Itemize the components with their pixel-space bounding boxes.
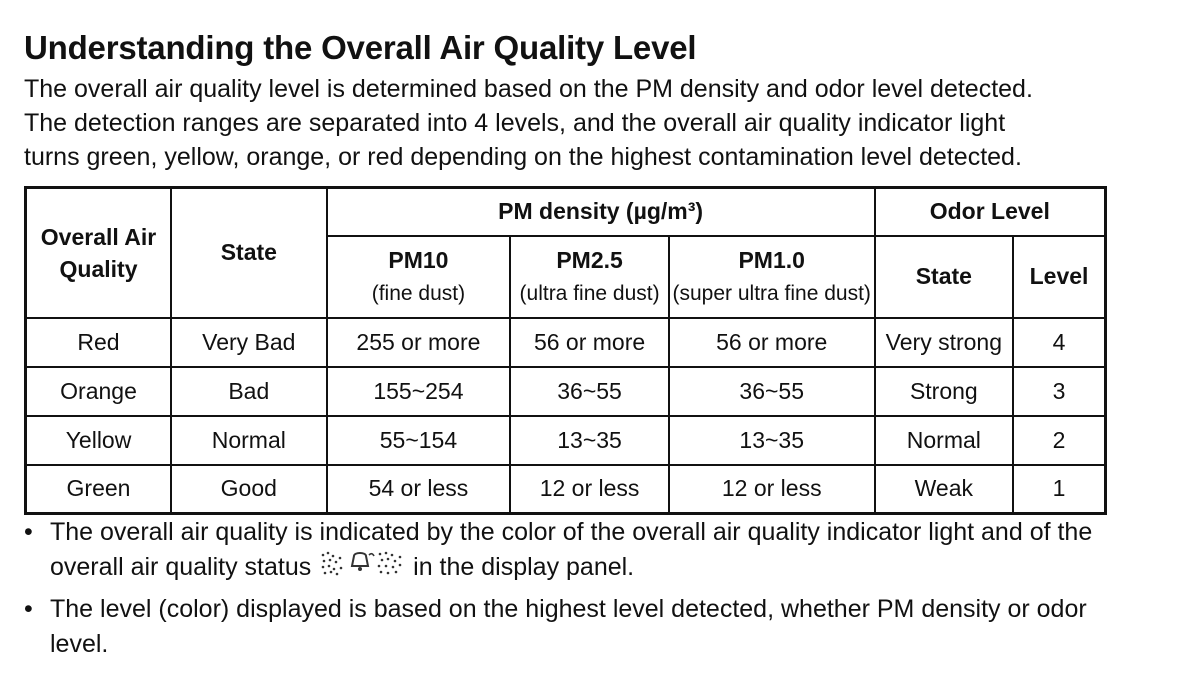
cell-pm1: 56 or more <box>669 318 875 367</box>
cell-odor-state: Weak <box>875 465 1014 514</box>
cell-odor-level: 2 <box>1013 416 1105 465</box>
cell-pm1: 12 or less <box>669 465 875 514</box>
notes-list <box>24 515 1144 668</box>
header-pm25 <box>510 236 669 318</box>
cell-pm25: 13~35 <box>510 416 669 465</box>
table-row <box>26 416 1106 465</box>
bullet-marker: • <box>24 595 33 624</box>
cell-quality: Green <box>26 465 172 514</box>
list-item <box>24 515 1144 586</box>
intro-line: The detection ranges are separated into 4 levels, and the overall air quality indicator light <box>24 109 1006 137</box>
cell-odor-level: 4 <box>1013 318 1105 367</box>
note-text-after-icon: in the display panel. <box>413 553 635 581</box>
cell-quality: Red <box>26 318 172 367</box>
air-quality-status-icon <box>320 550 404 586</box>
cell-pm25: 36~55 <box>510 367 669 416</box>
header-overall-quality <box>26 188 172 318</box>
cell-odor-state: Strong <box>875 367 1014 416</box>
cell-odor-state: Very strong <box>875 318 1014 367</box>
cell-odor-level: 3 <box>1013 367 1105 416</box>
note-text: The level (color) displayed is based on the highest level detected, whether PM density or odor level. <box>50 595 1087 659</box>
table-row <box>26 465 1106 514</box>
header-odor-level-num: Level <box>1013 236 1105 318</box>
pm25-label: PM2.5 <box>556 247 623 273</box>
header-odor-state: State <box>875 236 1014 318</box>
table-row <box>26 318 1106 367</box>
header-pm-density: PM density (µg/m³) <box>327 188 875 236</box>
pm25-sublabel: (ultra fine dust) <box>519 282 660 305</box>
header-overall-quality-label: Overall Air Quality <box>40 223 157 282</box>
document-page <box>24 28 1144 659</box>
cell-state: Good <box>171 465 327 514</box>
cell-pm10: 255 or more <box>327 318 511 367</box>
intro-line: The overall air quality level is determined based on the PM density and odor level detected. <box>24 75 1033 103</box>
cell-pm1: 13~35 <box>669 416 875 465</box>
note-text-before-icon: The overall air quality is indicated by the color of the overall air quality indicator light and of the overall air quality status <box>50 518 1093 581</box>
cell-odor-state: Normal <box>875 416 1014 465</box>
header-pm10 <box>327 236 511 318</box>
pm1-sublabel: (super ultra fine dust) <box>672 282 871 305</box>
cell-pm1: 36~55 <box>669 367 875 416</box>
cell-pm10: 55~154 <box>327 416 511 465</box>
cell-pm10: 155~254 <box>327 367 511 416</box>
cell-quality: Yellow <box>26 416 172 465</box>
cell-quality: Orange <box>26 367 172 416</box>
cell-pm10: 54 or less <box>327 465 511 514</box>
header-pm1 <box>669 236 875 318</box>
header-state: State <box>171 188 327 318</box>
cell-pm25: 56 or more <box>510 318 669 367</box>
cell-odor-level: 1 <box>1013 465 1105 514</box>
bullet-marker: • <box>24 518 33 546</box>
page-title: Understanding the Overall Air Quality Level <box>24 29 697 66</box>
intro-paragraph <box>24 72 1144 174</box>
pm10-label: PM10 <box>388 247 449 273</box>
intro-line: turns green, yellow, orange, or red depending on the highest contamination level detected. <box>24 143 1022 171</box>
cell-state: Very Bad <box>171 318 327 367</box>
pm1-label: PM1.0 <box>738 247 805 273</box>
header-odor-level: Odor Level <box>875 188 1106 236</box>
table-row <box>26 367 1106 416</box>
air-quality-table <box>24 186 1107 515</box>
pm10-sublabel: (fine dust) <box>371 282 466 305</box>
cell-state: Bad <box>171 367 327 416</box>
cell-state: Normal <box>171 416 327 465</box>
cell-pm25: 12 or less <box>510 465 669 514</box>
list-item <box>24 592 1144 662</box>
